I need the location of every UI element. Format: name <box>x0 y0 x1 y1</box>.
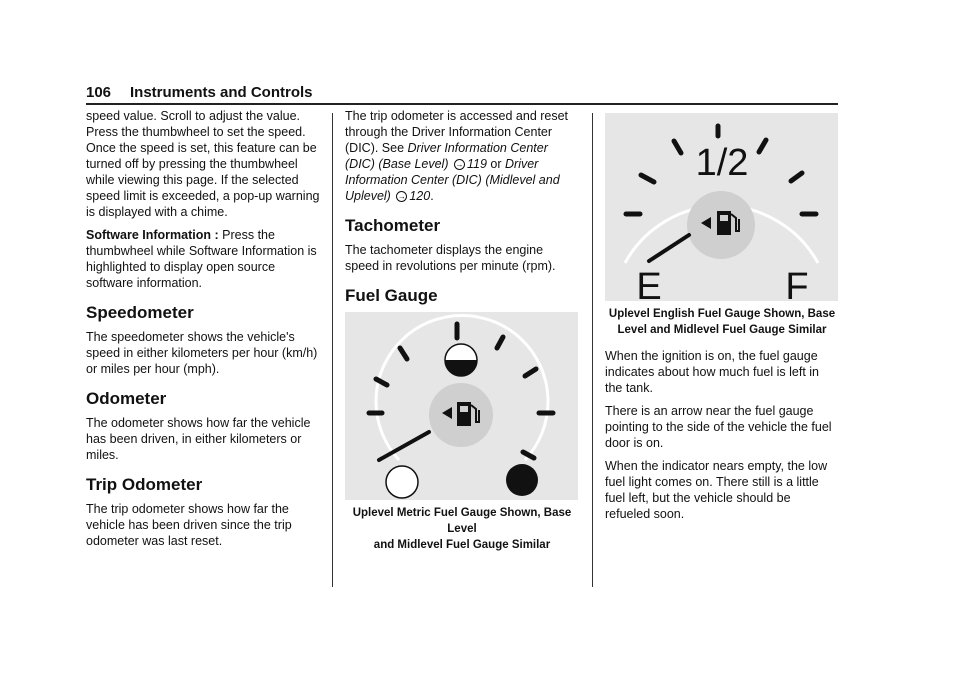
run-in-label: Software Information : <box>86 228 219 242</box>
heading-odometer: Odometer <box>86 389 167 408</box>
paragraph-text: Press the thumbwheel while Software Information is highlighted to display open source software information. <box>86 228 317 290</box>
page-reference-icon: → <box>455 160 464 169</box>
heading-speedometer: Speedometer <box>86 303 194 322</box>
heading-tachometer: Tachometer <box>345 216 441 235</box>
caption-line: Level and Midlevel Fuel Gauge Similar <box>617 324 827 336</box>
column-1 <box>86 108 324 556</box>
page-reference-icon: → <box>397 192 406 201</box>
column-3 <box>605 108 839 529</box>
section-title: Instruments and Controls <box>130 84 313 101</box>
empty-tank-symbol <box>386 466 418 498</box>
paragraph <box>86 227 324 291</box>
page-reference-number[interactable]: 119 <box>466 157 487 171</box>
empty-label: E <box>636 266 662 301</box>
half-tank-symbol <box>445 344 477 376</box>
page-reference-number[interactable]: 120 <box>409 189 431 203</box>
paragraph: The tachometer displays the engine speed in revolutions per minute (rpm). <box>345 243 556 273</box>
page-number: 106 <box>86 84 112 101</box>
punctuation: . <box>430 189 434 203</box>
paragraph <box>345 108 579 204</box>
paragraph-text: The trip odometer is accessed and reset through the Driver Information Center (DIC). See <box>345 109 569 155</box>
column-2 <box>345 108 579 563</box>
metric-fuel-gauge-figure <box>345 312 578 500</box>
paragraph: When the ignition is on, the fuel gauge indicates about how much fuel is left in the tank. <box>605 349 820 395</box>
cross-reference-link[interactable]: Driver Information Center (DIC) (Base Level) <box>345 141 548 171</box>
paragraph: There is an arrow near the fuel gauge pointing to the side of the vehicle the fuel door is on. <box>605 404 832 450</box>
full-tank-symbol <box>506 464 538 496</box>
paragraph: The odometer shows how far the vehicle has been driven, in either kilometers or miles. <box>86 416 311 462</box>
heading-trip-odometer: Trip Odometer <box>86 475 203 494</box>
cross-reference-link[interactable]: Driver Information Center (DIC) (Midlevel and Uplevel) <box>345 157 560 203</box>
english-fuel-gauge-figure <box>605 113 838 301</box>
caption-line: Uplevel Metric Fuel Gauge Shown, Base Level <box>352 507 572 535</box>
full-label: F <box>785 266 809 301</box>
figure-caption <box>345 505 579 553</box>
figure-caption <box>605 306 839 338</box>
heading-fuel-gauge: Fuel Gauge <box>345 286 438 305</box>
half-tank-label: 1/2 <box>695 142 749 184</box>
paragraph: The speedometer shows the vehicle's speed in either kilometers per hour (km/h) or miles per hour (mph). <box>86 330 318 376</box>
header-rule <box>86 103 838 105</box>
caption-line: and Midlevel Fuel Gauge Similar <box>373 539 551 551</box>
column-divider <box>592 113 593 587</box>
caption-line: Uplevel English Fuel Gauge Shown, Base <box>608 308 836 320</box>
paragraph: The trip odometer shows how far the vehicle has been driven since the trip odometer was last reset. <box>86 502 292 548</box>
column-divider <box>332 113 333 587</box>
conjunction: or <box>490 157 502 171</box>
paragraph: speed value. Scroll to adjust the value. Press the thumbwheel to set the speed. Once the speed is set, this feature can be turned off by pressing the thumbwheel while viewing this page. If the selected speed limit is exceeded, a pop-up warning is displayed with a chime. <box>86 109 320 219</box>
paragraph: When the indicator nears empty, the low fuel light comes on. There still is a little fuel left, but the vehicle should be refueled soon. <box>605 459 828 521</box>
